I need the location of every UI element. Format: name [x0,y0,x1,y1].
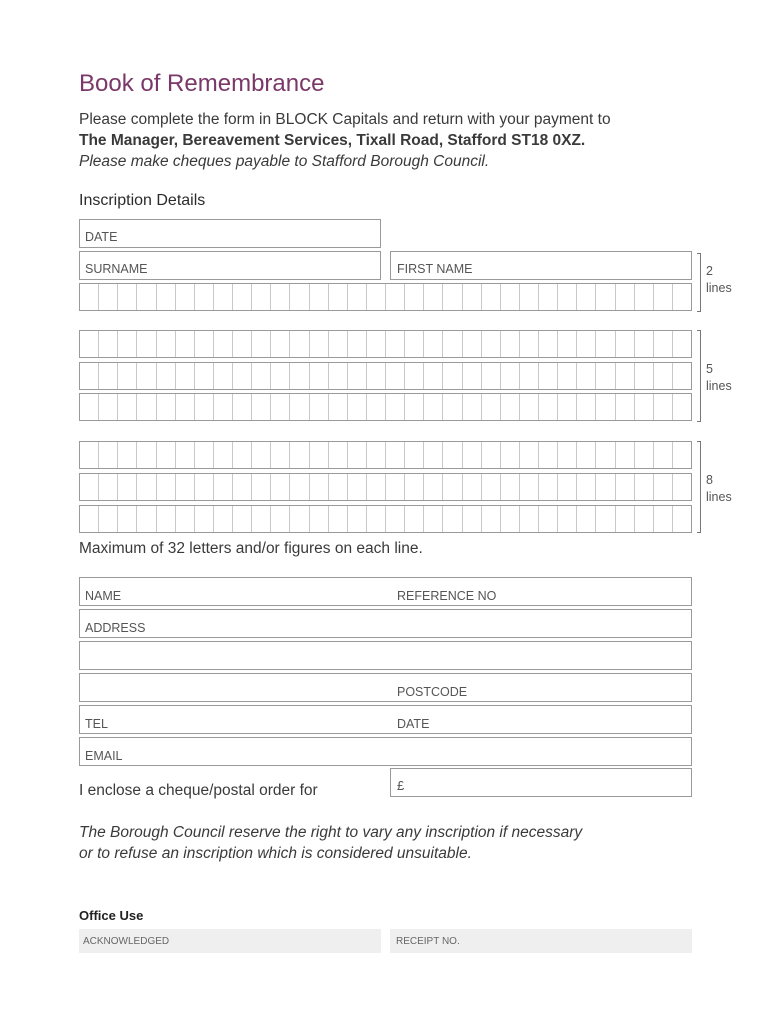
character-cell[interactable] [252,363,271,389]
character-cell[interactable] [577,506,596,532]
character-cell[interactable] [195,284,214,310]
character-cell[interactable] [310,284,329,310]
character-cell[interactable] [271,394,290,420]
character-cell[interactable] [271,284,290,310]
character-cell[interactable] [118,284,137,310]
character-cell[interactable] [596,506,615,532]
character-cell[interactable] [673,474,691,500]
character-cell[interactable] [367,474,386,500]
character-cell[interactable] [482,284,501,310]
character-cell[interactable] [405,331,424,357]
character-cell[interactable] [596,474,615,500]
character-cell[interactable] [137,442,156,468]
amount-field[interactable] [390,768,692,797]
surname-field[interactable] [79,251,381,280]
character-cell[interactable] [214,474,233,500]
character-cell[interactable] [290,284,309,310]
character-cell[interactable] [520,474,539,500]
character-cell[interactable] [558,474,577,500]
tel-date-row[interactable] [79,705,692,734]
character-cell[interactable] [520,363,539,389]
character-cell[interactable] [118,506,137,532]
character-cell[interactable] [654,363,673,389]
character-cell[interactable] [443,442,462,468]
character-cell[interactable] [348,331,367,357]
character-cell[interactable] [290,506,309,532]
character-cell[interactable] [137,394,156,420]
character-cell[interactable] [482,363,501,389]
character-cell[interactable] [520,331,539,357]
character-cell[interactable] [271,474,290,500]
character-cell[interactable] [176,331,195,357]
character-cell[interactable] [482,331,501,357]
character-cell[interactable] [673,363,691,389]
character-cell[interactable] [252,506,271,532]
character-cell[interactable] [310,363,329,389]
character-cell[interactable] [367,363,386,389]
character-cell[interactable] [329,331,348,357]
character-cell[interactable] [157,284,176,310]
email-field[interactable] [79,737,692,766]
character-cell[interactable] [271,442,290,468]
character-cell[interactable] [271,331,290,357]
group-note-word: lines [706,281,732,295]
character-cell[interactable] [329,394,348,420]
form-title: Book of Remembrance [79,70,325,97]
character-cell[interactable] [463,331,482,357]
character-cell[interactable] [635,394,654,420]
character-cell[interactable] [635,506,654,532]
character-cell[interactable] [310,442,329,468]
character-cell[interactable] [673,331,691,357]
character-cell[interactable] [329,284,348,310]
character-cell[interactable] [195,506,214,532]
character-cell[interactable] [616,331,635,357]
character-cell[interactable] [635,284,654,310]
character-cell[interactable] [654,331,673,357]
character-cell[interactable] [233,331,252,357]
inscription-line-grid[interactable] [79,283,692,311]
character-cell[interactable] [99,442,118,468]
character-cell[interactable] [405,474,424,500]
character-cell[interactable] [137,474,156,500]
disclaimer-line-2: or to refuse an inscription which is considered unsuitable. [79,845,472,862]
character-cell[interactable] [482,506,501,532]
character-cell[interactable] [367,284,386,310]
contact-date-label: DATE [397,717,430,731]
character-cell[interactable] [195,394,214,420]
character-cell[interactable] [673,442,691,468]
character-cell[interactable] [80,442,99,468]
character-cell[interactable] [558,284,577,310]
character-cell[interactable] [596,442,615,468]
character-cell[interactable] [405,363,424,389]
character-cell[interactable] [443,506,462,532]
character-cell[interactable] [386,394,405,420]
character-cell[interactable] [616,363,635,389]
character-cell[interactable] [118,474,137,500]
inscription-date-field[interactable] [79,219,381,248]
character-cell[interactable] [233,363,252,389]
character-cell[interactable] [310,331,329,357]
character-cell[interactable] [558,394,577,420]
character-cell[interactable] [176,506,195,532]
character-cell[interactable] [463,474,482,500]
first-name-field[interactable] [390,251,692,280]
character-cell[interactable] [654,506,673,532]
surname-label: SURNAME [85,262,148,276]
bracket-5-lines [697,330,701,422]
first-name-label: FIRST NAME [397,262,473,276]
group-note-8-lines [706,472,732,506]
character-cell[interactable] [118,442,137,468]
character-cell[interactable] [157,442,176,468]
character-cell[interactable] [463,394,482,420]
character-cell[interactable] [137,331,156,357]
character-cell[interactable] [290,363,309,389]
character-cell[interactable] [176,474,195,500]
group-note-2-lines [706,263,732,297]
group-note-number: 5 [706,362,713,376]
character-cell[interactable] [157,474,176,500]
character-cell[interactable] [252,284,271,310]
character-cell[interactable] [137,506,156,532]
bracket-2-lines [697,253,701,312]
character-cell[interactable] [386,442,405,468]
character-cell[interactable] [176,442,195,468]
character-cell[interactable] [329,506,348,532]
inscription-line-grid[interactable] [79,473,692,501]
character-cell[interactable] [443,331,462,357]
character-cell[interactable] [176,363,195,389]
character-cell[interactable] [539,474,558,500]
character-cell[interactable] [539,363,558,389]
address-label: ADDRESS [85,621,146,635]
character-cell[interactable] [501,506,520,532]
receipt-label: RECEIPT NO. [396,936,460,947]
character-cell[interactable] [386,506,405,532]
enclose-text: I enclose a cheque/postal order for [79,782,318,799]
character-cell[interactable] [367,506,386,532]
character-cell[interactable] [520,506,539,532]
return-address: The Manager, Bereavement Services, Tixall Road, Stafford ST18 0XZ. [79,132,586,149]
character-cell[interactable] [654,394,673,420]
inscription-line-grid[interactable] [79,505,692,533]
character-cell[interactable] [424,442,443,468]
character-cell[interactable] [558,331,577,357]
character-cell[interactable] [157,506,176,532]
character-cell[interactable] [501,474,520,500]
character-cell[interactable] [271,506,290,532]
character-cell[interactable] [463,506,482,532]
character-cell[interactable] [443,363,462,389]
character-cell[interactable] [501,442,520,468]
character-cell[interactable] [80,284,99,310]
character-cell[interactable] [463,442,482,468]
character-cell[interactable] [310,506,329,532]
character-cell[interactable] [616,506,635,532]
name-reference-row[interactable] [79,577,692,606]
character-cell[interactable] [367,394,386,420]
group-note-number: 2 [706,264,713,278]
office-use-heading: Office Use [79,908,144,923]
character-cell[interactable] [635,474,654,500]
character-cell[interactable] [424,506,443,532]
address-line-2-field[interactable] [79,641,692,670]
character-cell[interactable] [558,363,577,389]
character-cell[interactable] [233,474,252,500]
character-cell[interactable] [99,474,118,500]
character-cell[interactable] [424,474,443,500]
character-cell[interactable] [80,506,99,532]
character-cell[interactable] [348,474,367,500]
character-cell[interactable] [616,284,635,310]
character-cell[interactable] [405,394,424,420]
character-cell[interactable] [482,394,501,420]
character-cell[interactable] [252,442,271,468]
character-cell[interactable] [348,394,367,420]
character-cell[interactable] [616,394,635,420]
character-cell[interactable] [157,394,176,420]
character-cell[interactable] [386,474,405,500]
inscription-line-grid[interactable] [79,330,692,358]
character-cell[interactable] [386,363,405,389]
character-cell[interactable] [673,394,691,420]
character-cell[interactable] [118,394,137,420]
character-cell[interactable] [539,394,558,420]
character-cell[interactable] [99,506,118,532]
group-note-word: lines [706,379,732,393]
character-cell[interactable] [176,394,195,420]
character-cell[interactable] [99,363,118,389]
character-cell[interactable] [157,363,176,389]
character-cell[interactable] [195,363,214,389]
character-cell[interactable] [290,442,309,468]
instructions-line-1: Please complete the form in BLOCK Capitals and return with your payment to [79,111,611,128]
character-cell[interactable] [635,363,654,389]
character-cell[interactable] [233,394,252,420]
inscription-date-label: DATE [85,230,118,244]
character-cell[interactable] [348,363,367,389]
character-cell[interactable] [405,506,424,532]
inscription-line-grid[interactable] [79,362,692,390]
group-note-word: lines [706,490,732,504]
character-cell[interactable] [80,363,99,389]
character-cell[interactable] [558,506,577,532]
character-cell[interactable] [214,331,233,357]
receipt-field [390,929,692,953]
character-cell[interactable] [329,474,348,500]
character-cell[interactable] [539,331,558,357]
character-cell[interactable] [596,363,615,389]
character-cell[interactable] [520,442,539,468]
group-note-number: 8 [706,473,713,487]
character-cell[interactable] [99,284,118,310]
inscription-line-grid[interactable] [79,393,692,421]
character-cell[interactable] [329,442,348,468]
instructions [79,109,611,172]
character-cell[interactable] [118,331,137,357]
character-cell[interactable] [654,284,673,310]
address-field[interactable] [79,609,692,638]
character-cell[interactable] [195,331,214,357]
disclaimer [79,822,582,864]
character-cell[interactable] [405,442,424,468]
disclaimer-line-1: The Borough Council reserve the right to vary any inscription if necessary [79,824,583,841]
character-cell[interactable] [443,284,462,310]
character-cell[interactable] [99,394,118,420]
character-cell[interactable] [271,363,290,389]
character-cell[interactable] [539,506,558,532]
character-cell[interactable] [290,474,309,500]
bracket-8-lines [697,441,701,533]
character-cell[interactable] [520,394,539,420]
reference-label: REFERENCE NO [397,589,497,603]
inscription-line-grid[interactable] [79,441,692,469]
character-cell[interactable] [577,442,596,468]
character-cell[interactable] [616,474,635,500]
character-cell[interactable] [233,442,252,468]
character-cell[interactable] [520,284,539,310]
character-cell[interactable] [673,506,691,532]
character-cell[interactable] [290,331,309,357]
character-cell[interactable] [501,394,520,420]
character-cell[interactable] [195,442,214,468]
character-cell[interactable] [80,394,99,420]
character-cell[interactable] [616,442,635,468]
character-cell[interactable] [596,394,615,420]
character-cell[interactable] [137,363,156,389]
postcode-label: POSTCODE [397,685,468,699]
character-cell[interactable] [443,394,462,420]
character-cell[interactable] [348,442,367,468]
character-cell[interactable] [443,474,462,500]
character-cell[interactable] [558,442,577,468]
character-cell[interactable] [367,442,386,468]
character-cell[interactable] [577,284,596,310]
character-cell[interactable] [252,394,271,420]
character-cell[interactable] [214,284,233,310]
character-cell[interactable] [405,284,424,310]
character-cell[interactable] [310,474,329,500]
character-cell[interactable] [118,363,137,389]
tel-label: TEL [85,717,108,731]
name-label: NAME [85,589,122,603]
character-cell[interactable] [635,331,654,357]
character-cell[interactable] [424,284,443,310]
character-cell[interactable] [463,284,482,310]
character-cell[interactable] [137,284,156,310]
character-cell[interactable] [577,474,596,500]
group-note-5-lines [706,361,732,395]
character-cell[interactable] [80,331,99,357]
character-cell[interactable] [501,284,520,310]
character-cell[interactable] [329,363,348,389]
character-cell[interactable] [252,474,271,500]
acknowledged-label: ACKNOWLEDGED [83,936,170,947]
character-cell[interactable] [501,331,520,357]
character-cell[interactable] [386,331,405,357]
character-cell[interactable] [348,284,367,310]
character-cell[interactable] [539,442,558,468]
address-postcode-row[interactable] [79,673,692,702]
character-cell[interactable] [424,363,443,389]
character-cell[interactable] [424,331,443,357]
max-characters-note: Maximum of 32 letters and/or figures on each line. [79,540,423,557]
character-cell[interactable] [157,331,176,357]
inscription-heading: Inscription Details [79,192,206,209]
character-cell[interactable] [482,474,501,500]
character-cell[interactable] [539,284,558,310]
character-cell[interactable] [424,394,443,420]
character-cell[interactable] [367,331,386,357]
character-cell[interactable] [195,474,214,500]
character-cell[interactable] [80,474,99,500]
character-cell[interactable] [310,394,329,420]
character-cell[interactable] [214,506,233,532]
character-cell[interactable] [233,284,252,310]
character-cell[interactable] [577,331,596,357]
character-cell[interactable] [482,442,501,468]
character-cell[interactable] [214,394,233,420]
character-cell[interactable] [501,363,520,389]
character-cell[interactable] [290,394,309,420]
cheque-instructions: Please make cheques payable to Stafford Borough Council. [79,153,490,170]
character-cell[interactable] [252,331,271,357]
character-cell[interactable] [673,284,691,310]
character-cell[interactable] [596,284,615,310]
character-cell[interactable] [596,331,615,357]
character-cell[interactable] [214,363,233,389]
character-cell[interactable] [99,331,118,357]
character-cell[interactable] [635,442,654,468]
pound-sign: £ [397,778,405,793]
character-cell[interactable] [386,284,405,310]
character-cell[interactable] [233,506,252,532]
email-label: EMAIL [85,749,123,763]
character-cell[interactable] [577,394,596,420]
character-cell[interactable] [176,284,195,310]
character-cell[interactable] [654,442,673,468]
character-cell[interactable] [463,363,482,389]
acknowledged-field [79,929,381,953]
character-cell[interactable] [214,442,233,468]
character-cell[interactable] [654,474,673,500]
character-cell[interactable] [348,506,367,532]
character-cell[interactable] [577,363,596,389]
